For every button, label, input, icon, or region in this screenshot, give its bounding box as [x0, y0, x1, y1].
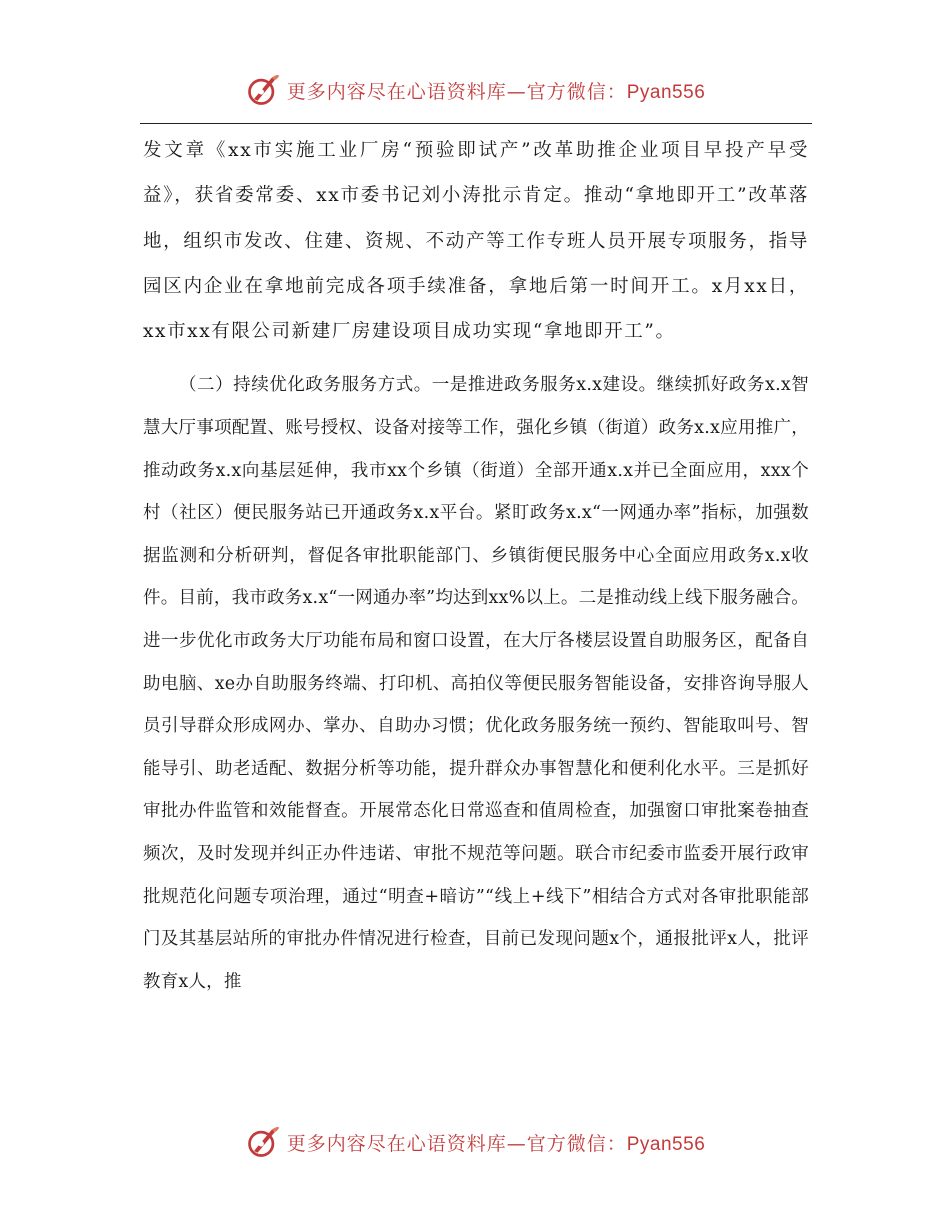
document-body: [143, 128, 809, 1003]
body-paragraph: 发文章《xx市实施工业厂房“预验即试产”改革助推企业项目早投产早受益》，获省委常委、xx市委书记刘小涛批示肯定。推动“拿地即开工”改革落地，组织市发改、住建、资规、不动产等工作专班人员开展专项服务，指导园区内企业在拿地前完成各项手续准备，拿地后第一时间开工。x月xx日，xx市xx有限公司新建厂房建设项目成功实现“拿地即开工”。: [143, 140, 809, 343]
quill-pen-logo-icon: [245, 1124, 281, 1160]
footer-watermark-text: 更多内容尽在心语资料库—官方微信：Pyan556: [286, 1132, 706, 1155]
quill-pen-logo-icon: [245, 72, 281, 108]
header-watermark-text: 更多内容尽在心语资料库—官方微信：Pyan556: [286, 80, 706, 103]
body-paragraph: （二）持续优化政务服务方式。一是推进政务服务x.x建设。继续抓好政务x.x智慧大厅事项配置、账号授权、设备对接等工作，强化乡镇（街道）政务x.x应用推广，推动政务x.x向基层延伸，我市xx个乡镇（街道）全部开通x.x并已全面应用，xxx个村（社区）便民服务站已开通政务x.x平台。紧盯政务x.x“一网通办率”指标，加强数据监测和分析研判，督促各审批职能部门、乡镇街便民服务中心全面应用政务x.x收件。目前，我市政务x.x“一网通办率”均达到xx%以上。二是推动线上线下服务融合。进一步优化市政务大厅功能布局和窗口设置，在大厅各楼层设置自助服务区，配备自助电脑、xe办自助服务终端、打印机、高拍仪等便民服务智能设备，安排咨询导服人员引导群众形成网办、掌办、自助办习惯；优化政务服务统一预约、智能取叫号、智能导引、助老适配、数据分析等功能，提升群众办事智慧化和便利化水平。三是抓好审批办件监管和效能督查。开展常态化日常巡查和值周检查，加强窗口审批案卷抽查频次，及时发现并纠正办件违诺、审批不规范等问题。联合市纪委市监委开展行政审批规范化问题专项治理，通过“明查+暗访”“线上+线下”相结合方式对各审批职能部门及其基层站所的审批办件情况进行检查，目前已发现问题x个，通报批评x人，批评教育x人，推: [143, 375, 809, 992]
footer-watermark: [0, 1120, 950, 1164]
header-watermark: [0, 68, 950, 112]
header-divider: [140, 123, 812, 124]
